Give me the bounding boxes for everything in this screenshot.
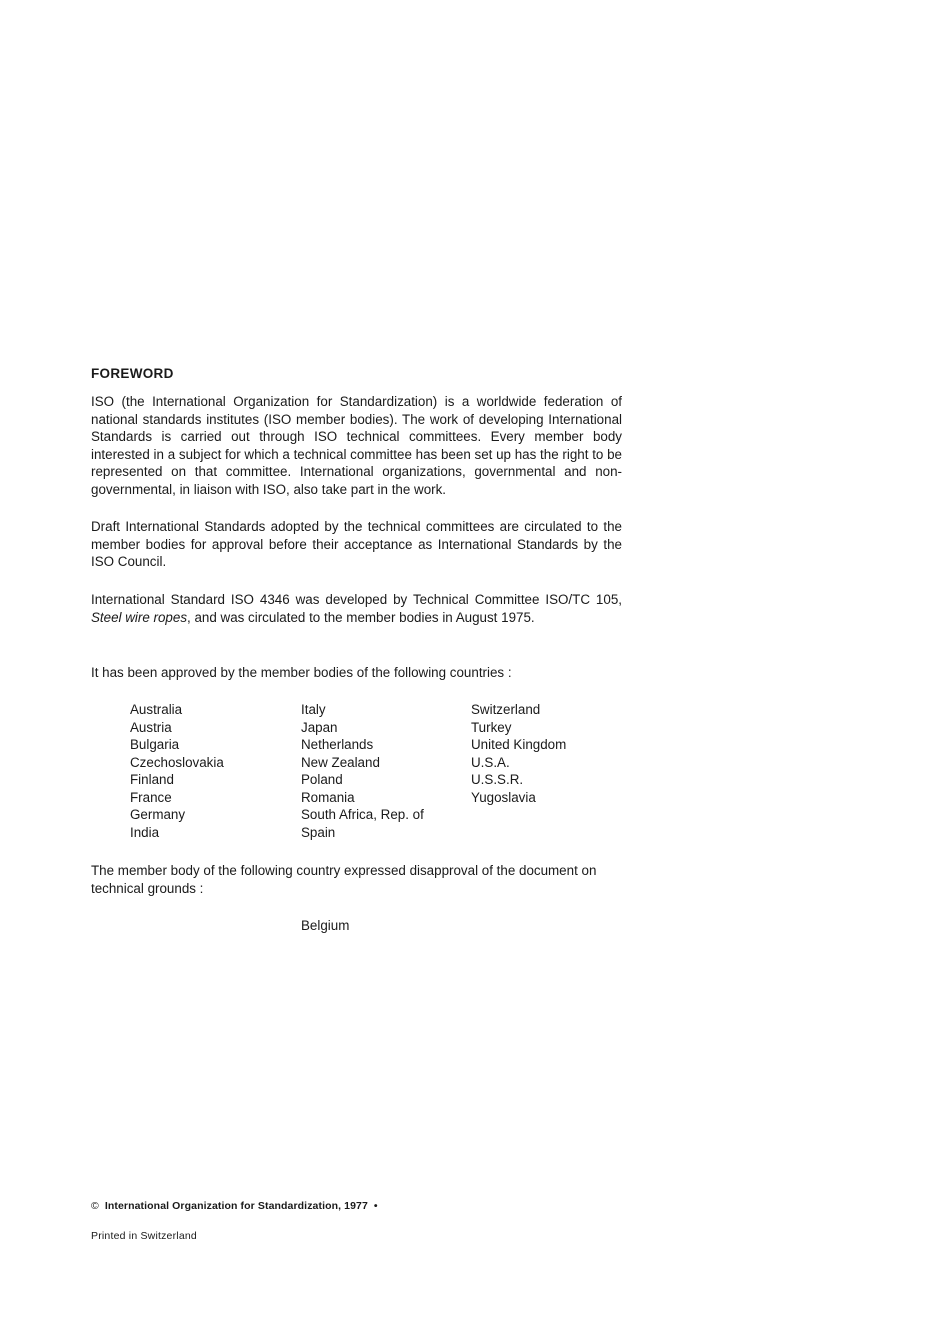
country-item: Italy: [301, 702, 326, 717]
country-item: Yugoslavia: [471, 789, 536, 805]
country-item: Spain: [301, 824, 336, 840]
foreword-heading: FOREWORD: [91, 366, 174, 381]
bullet-icon: •: [373, 1200, 378, 1212]
copyright-text: International Organization for Standardization, 1977: [104, 1200, 368, 1212]
country-item: Turkey: [471, 719, 512, 735]
development-text-after: , and was circulated to the member bodies in August 1975.: [187, 609, 535, 625]
disapproving-country: Belgium: [301, 918, 350, 933]
country-item: Germany: [130, 807, 186, 822]
country-item: Poland: [301, 772, 343, 787]
approving-countries-column-1: [130, 701, 224, 841]
country-item: Romania: [301, 789, 355, 805]
foreword-paragraph-development: [91, 591, 622, 626]
country-item: U.S.S.R.: [471, 772, 524, 787]
approving-countries-column-3: [471, 701, 566, 806]
country-item: Japan: [301, 719, 338, 735]
country-item: New Zealand: [301, 754, 380, 770]
country-item: Austria: [130, 719, 172, 735]
country-item: United Kingdom: [471, 737, 567, 752]
country-item: India: [130, 824, 160, 840]
copyright-icon: ©: [91, 1200, 99, 1212]
country-item: France: [130, 789, 172, 805]
committee-title: Steel wire ropes: [91, 609, 188, 625]
foreword-paragraph-approval: It has been approved by the member bodies of the following countries :: [91, 665, 512, 680]
foreword-paragraph-disapproval: The member body of the following country expressed disapproval of the document on technical grounds :: [91, 863, 597, 896]
country-item: Czechoslovakia: [130, 754, 224, 770]
country-item: South Africa, Rep. of: [301, 807, 424, 822]
country-item: Australia: [130, 702, 183, 717]
approving-countries-column-2: [301, 701, 424, 841]
printed-in-line: Printed in Switzerland: [91, 1230, 197, 1242]
copyright-line: [91, 1200, 378, 1212]
foreword-paragraph-iso-intro: ISO (the International Organization for Standardization) is a worldwide federation of national standards institutes (ISO member bodies). The work of developing International Standards is carried out through ISO technical committees. Every member body interested in a subject for which a technical committee has been set up has the right to be represented on that committee. International organizations, governmental and non-governmental, in liaison with ISO, also take part in the work.: [91, 394, 622, 497]
country-item: Netherlands: [301, 737, 374, 752]
country-item: Switzerland: [471, 702, 541, 717]
foreword-paragraph-draft-standards: Draft International Standards adopted by the technical committees are circulated to the member bodies for approval before their acceptance as International Standards by the ISO Council.: [91, 519, 622, 569]
country-item: Bulgaria: [130, 737, 180, 752]
development-text-before: International Standard ISO 4346 was developed by Technical Committee ISO/TC 105,: [91, 592, 622, 607]
country-item: Finland: [130, 772, 174, 787]
country-item: U.S.A.: [471, 754, 510, 770]
